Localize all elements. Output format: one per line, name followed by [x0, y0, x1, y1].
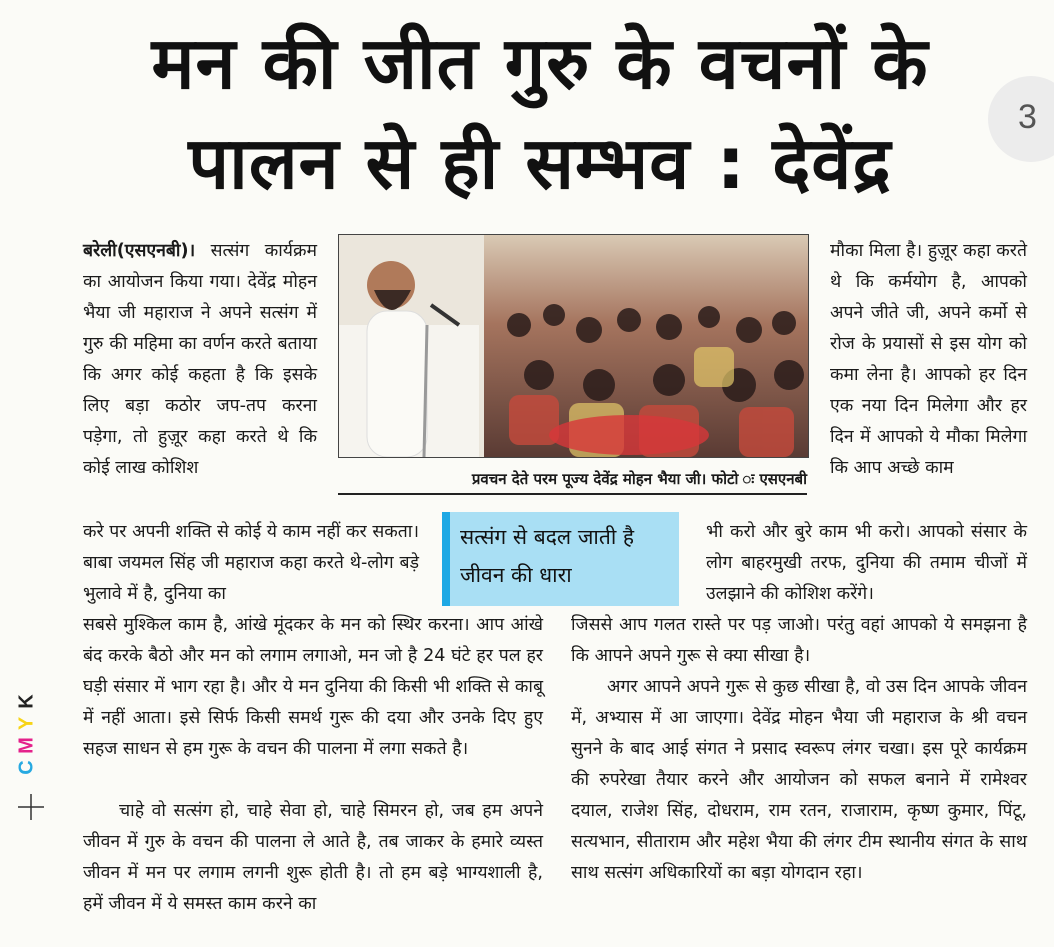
article-col1-intro: [83, 236, 317, 484]
article-col1-main: सबसे मुश्किल काम है, आंखे मूंदकर के मन को स्थिर करना। आप आंखे बंद करके बैठो और मन को लगाम लगाओ, मन जो है 24 घंटे हर पल हर घड़ी संसार में भाग रहा है। और ये मन दुनिया की किसी भी शक्ति से काबू में नहीं आता। इसे सिर्फ किसी समर्थ गुरू की दया और उनके दिए हुए सहज साधन से हम गुरू के वचन की पालना में लगा सकते है।: [83, 615, 543, 759]
cmyk-letter-m: M: [15, 737, 38, 754]
pull-quote-box: [442, 512, 679, 606]
event-photo: [338, 234, 809, 458]
article-col1-cont: करे पर अपनी शक्ति से कोई ये काम नहीं कर सकता। बाबा जयमल सिंह जी महाराज कहा करते थे-लोग बड़े भुलावे में है, दुनिया का: [83, 522, 419, 604]
photo-illustration: [339, 235, 808, 457]
cmyk-mark: [16, 690, 38, 790]
pull-quote-text: सत्संग से बदल जाती है जीवन की धारा: [460, 525, 635, 587]
article-col3-top: मौका मिला है। हुज़ूर कहा करते थे कि कर्मयोग है, आपको अपने जीते जी, अपने कर्मो से रोज के प्रयासों से इस योग को कमा लेना है। आपको हर दिन एक नया दिन मिलेगा और हर दिन में आपको ये मौका मिलेगा कि आप अच्छे काम: [830, 241, 1027, 478]
page-number: 3: [1018, 98, 1037, 136]
headline-line-2: पालन से ही सम्भव : देवेंद्र: [188, 121, 892, 205]
caption-rule: [338, 493, 807, 495]
article-col1-para2: चाहे वो सत्संग हो, चाहे सेवा हो, चाहे सिमरन हो, जब हम अपने जीवन में गुरु के वचन की पालना ले आते है, तब जाकर के हमारे व्यस्त जीवन में मन पर लगाम लगनी शुरू होती है। तो हम बड़े भाग्यशाली है, हमें जीवन में ये समस्त काम करने का: [83, 801, 543, 914]
dateline: बरेली(एसएनबी)।: [83, 241, 196, 261]
cmyk-letter-y: Y: [15, 716, 38, 731]
article-col3-cont: भी करो और बुरे काम भी करो। आपको संसार के लोग बाहरमुखी तरफ, दुनिया की तमाम चीजों में उलझाने की कोशिश करेंगे।: [706, 522, 1027, 604]
pull-quote-bar: [442, 512, 450, 606]
article-col2-main: जिससे आप गलत रास्ते पर पड़ जाओ। परंतु वहां आपको ये समझना है कि आपने अपने गुरू से क्या सीखा है।: [571, 615, 1027, 666]
photo-caption: प्रवचन देते परम पूज्य देवेंद्र मोहन भैया जी। फोटो ः एसएनबी: [471, 470, 807, 488]
article-col2-para2: अगर आपने अपने गुरू से कुछ सीखा है, वो उस दिन आपके जीवन में, अभ्यास में आ जाएगा। देवेंद्र मोहन भैया जी महाराज के श्री वचन सुनने के बाद आई संगत ने प्रसाद स्वरूप लंगर चखा। इस पूरे कार्यक्रम की रुपरेखा तैयार करने और आयोजन को सफल बनाने में रामेश्वर दयाल, राजेश सिंह, दोधराम, राम रतन, राजाराम, कृष्ण कुमार, पिंटू, सत्यभान, सीताराम और महेश भैया की लंगर टीम स्थानीय संगत के साथ साथ सत्संग अधिकारियों का बड़ा योगदान रहा।: [571, 677, 1027, 883]
col1-intro-text: सत्संग कार्यक्रम का आयोजन किया गया। देवेंद्र मोहन भैया जी महाराज ने अपने सत्संग में गुरु की महिमा का वर्णन करते बताया कि अगर कोई कहता है कि इसके लिए बड़ा कठोर जप-तप करना पड़ेगा, तो हुज़ूर कहा करते थे कि कोई लाख कोशिश: [83, 241, 318, 478]
cmyk-letter-k: K: [15, 694, 38, 709]
cmyk-letter-c: C: [15, 760, 38, 775]
headline-line-1: मन की जीत गुरु के वचनों के: [151, 21, 929, 105]
registration-cross-icon: [18, 794, 44, 820]
